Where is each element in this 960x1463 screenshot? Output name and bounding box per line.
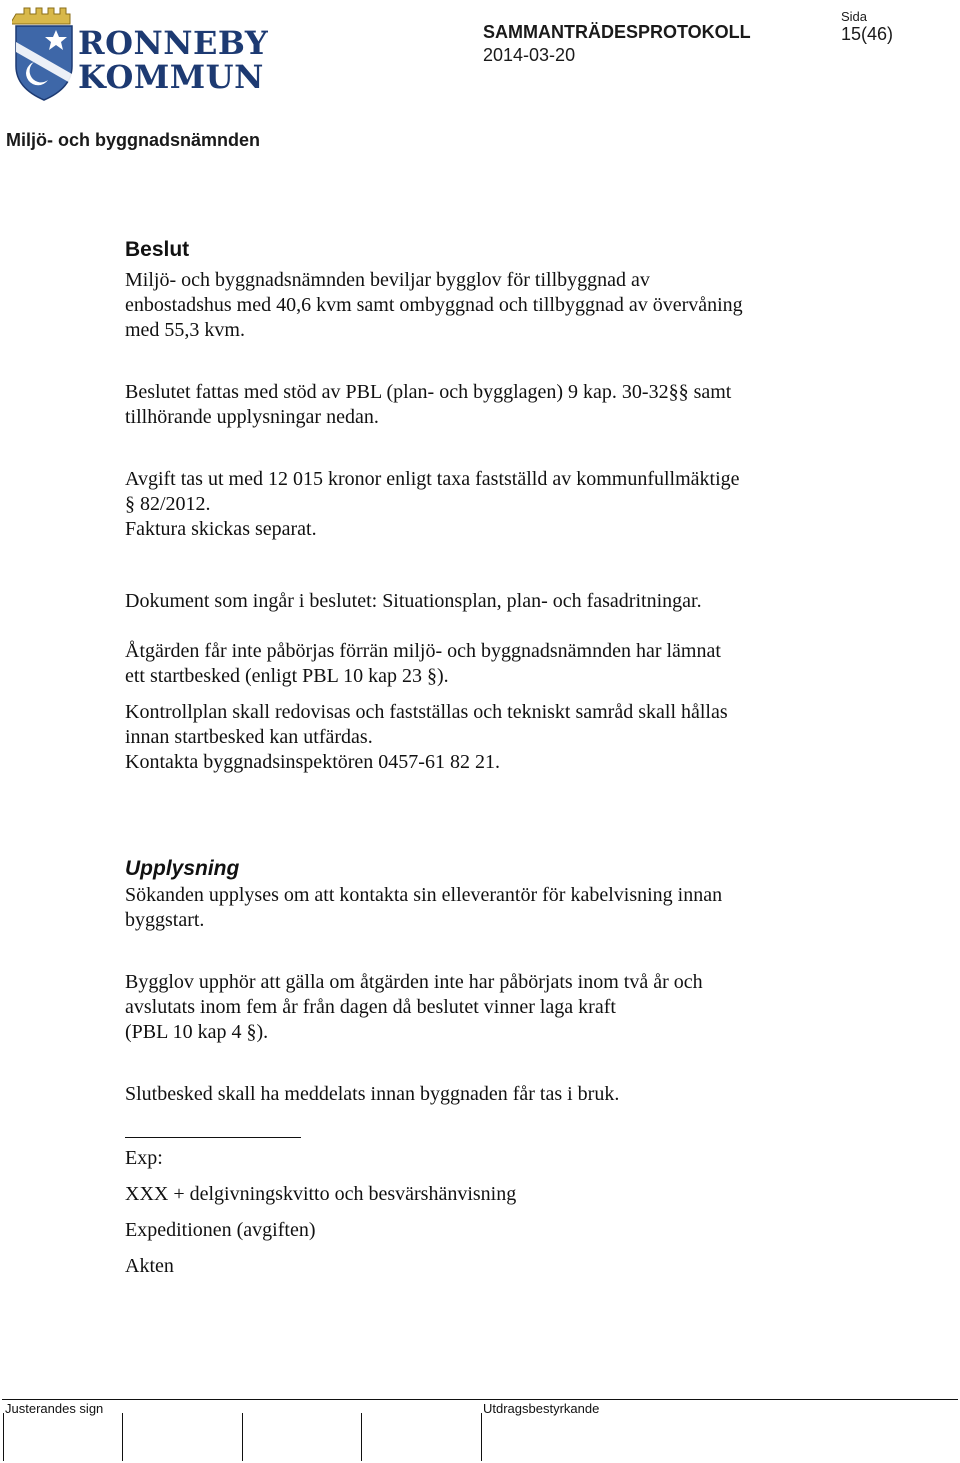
protocol-content (125, 236, 825, 1290)
ronneby-coat-of-arms-icon (12, 4, 76, 102)
beslut-paragraph-1 (125, 268, 825, 343)
text-line: Beslutet fattas med stöd av PBL (plan- och bygglagen) 9 kap. 30-32§§ samt (125, 381, 732, 403)
committee-name: Miljö- och byggnadsnämnden (6, 130, 261, 150)
beslut-paragraph-4 (125, 589, 825, 614)
expedition-recipient: Expeditionen (avgiften) (125, 1219, 316, 1241)
upplysning-paragraph-2 (125, 970, 825, 1045)
upplysning-paragraph-3 (125, 1082, 825, 1107)
text-line: Faktura skickas separat. (125, 518, 317, 540)
page-number: 15(46) (841, 24, 894, 44)
page-label: Sida (841, 9, 868, 24)
sign-label: Justerandes sign (5, 1401, 104, 1416)
text-line: Avgift tas ut med 12 015 kronor enligt taxa fastställd av kommunfullmäktige (125, 468, 740, 490)
text-line: Åtgärden får inte påbörjas förrän miljö- och byggnadsnämnden har lämnat (125, 640, 721, 662)
beslut-paragraph-2 (125, 380, 825, 430)
upplysning-heading: Upplysning (125, 857, 240, 880)
expedition-list (125, 1146, 825, 1279)
sign-box-divider (242, 1413, 243, 1461)
upplysning-paragraph-1 (125, 883, 825, 933)
beslut-paragraph-3 (125, 467, 825, 542)
sign-box-divider (3, 1413, 4, 1461)
sign-box-divider (481, 1413, 482, 1461)
text-line: tillhörande upplysningar nedan. (125, 406, 379, 428)
text-line: byggstart. (125, 909, 205, 931)
expedition-recipient: Akten (125, 1255, 174, 1277)
logo-line-2: KOMMUN (78, 58, 264, 96)
document-type: SAMMANTRÄDESPROTOKOLL (483, 22, 751, 42)
logo-line-1: RONNEBY (78, 24, 269, 62)
text-line: Dokument som ingår i beslutet: Situationsplan, plan- och fasadritningar. (125, 590, 702, 612)
sign-box-divider (122, 1413, 123, 1461)
text-line: Bygglov upphör att gälla om åtgärden inte har påbörjats inom två år och (125, 971, 703, 993)
expedition-label: Exp: (125, 1147, 163, 1169)
signature-footer (2, 1399, 958, 1461)
text-line: innan startbesked kan utfärdas. (125, 726, 373, 748)
beslut-paragraph-6 (125, 700, 825, 775)
text-line: Miljö- och byggnadsnämnden beviljar bygglov för tillbyggnad av (125, 269, 650, 291)
text-line: enbostadshus med 40,6 kvm samt ombyggnad och tillbyggnad av övervåning (125, 294, 743, 316)
text-line: ett startbesked (enligt PBL 10 kap 23 §). (125, 665, 449, 687)
text-line: med 55,3 kvm. (125, 319, 245, 341)
meeting-date: 2014-03-20 (483, 45, 576, 65)
text-line: Sökanden upplyses om att kontakta sin elleverantör för kabelvisning innan (125, 884, 723, 906)
footer-rule (2, 1399, 958, 1400)
text-line: Kontrollplan skall redovisas och fastställas och tekniskt samråd skall hållas (125, 701, 728, 723)
text-line: avslutats inom fem år från dagen då beslutet vinner laga kraft (125, 996, 616, 1018)
beslut-heading: Beslut (125, 238, 190, 261)
beslut-paragraph-5 (125, 639, 825, 689)
text-line: (PBL 10 kap 4 §). (125, 1021, 269, 1043)
separator-rule (125, 1137, 301, 1138)
certification-label: Utdragsbestyrkande (483, 1401, 600, 1416)
expedition-recipient: XXX + delgivningskvitto och besvärshänvisning (125, 1183, 517, 1205)
text-line: § 82/2012. (125, 493, 211, 515)
text-line: Kontakta byggnadsinspektören 0457-61 82 21. (125, 751, 500, 773)
sign-box-divider (361, 1413, 362, 1461)
text-line: Slutbesked skall ha meddelats innan byggnaden får tas i bruk. (125, 1083, 620, 1105)
municipality-logo (12, 4, 269, 104)
